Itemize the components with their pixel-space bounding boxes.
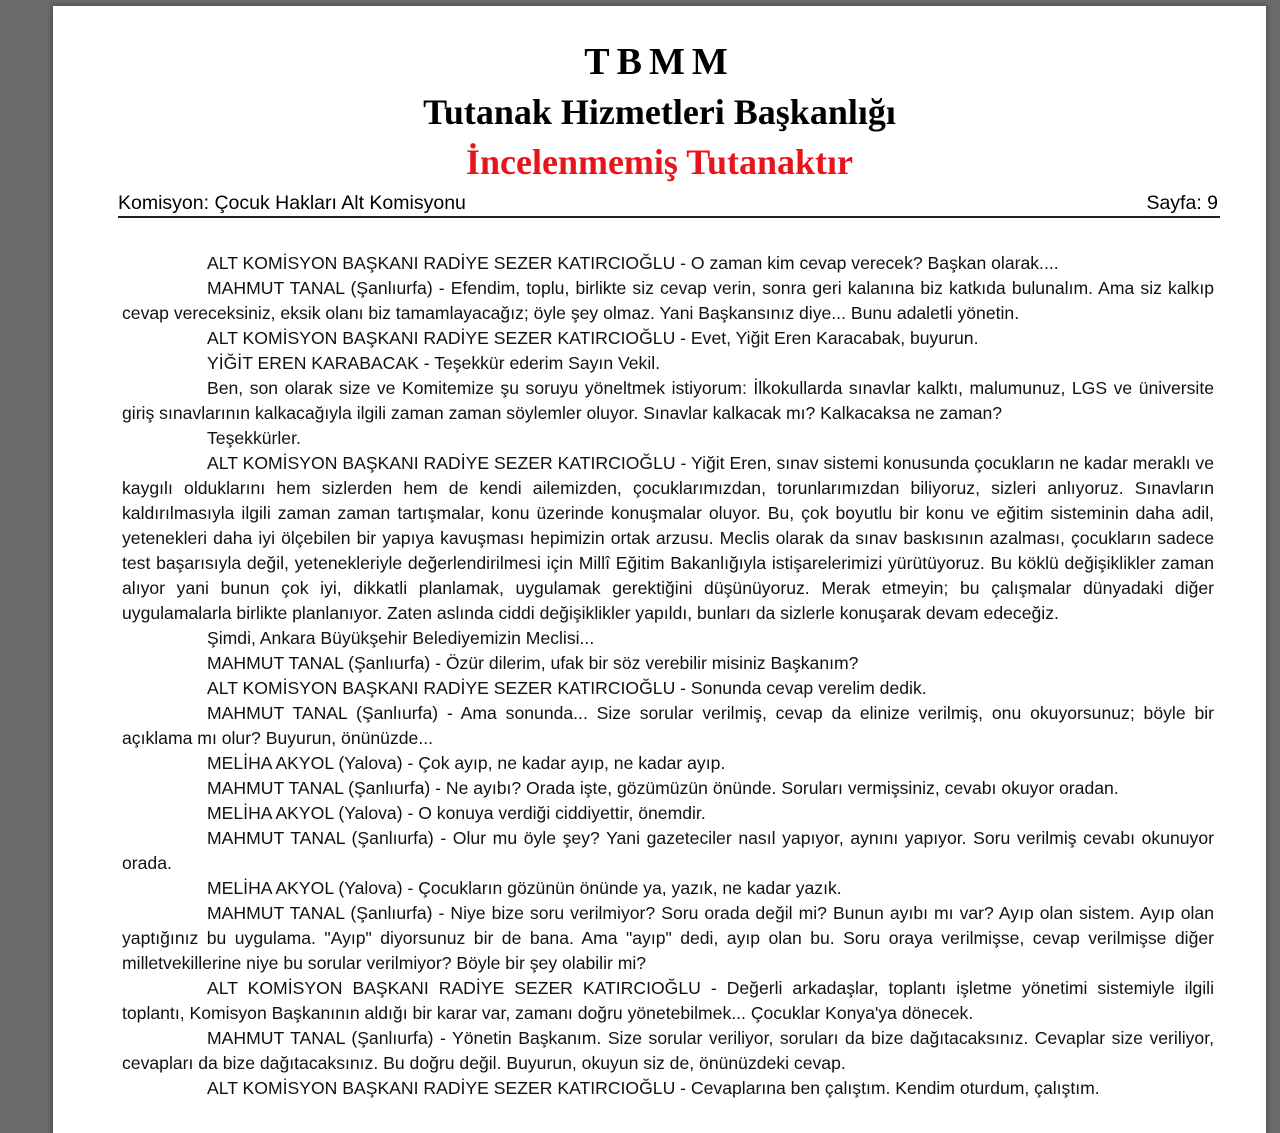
department-title: Tutanak Hizmetleri Başkanlığı [423, 92, 896, 132]
transcript-paragraph: MAHMUT TANAL (Şanlıurfa) - Niye bize soru verilmiyor? Soru orada değil mi? Bunun ayıbı mı var? Ayıp olan sistem. Ayıp olan yaptığınız bu uygulama. "Ayıp" diyorsunuz bir de bana. Ama "ayıp" dedi, ayıp olan bu. Soru oraya verilmişse, cevap verilmişse diğer milletvekillerine niye bu sorular verilmiyor? Böyle bir şey olabilir mi? [122, 903, 1214, 973]
transcript-paragraph: Ben, son olarak size ve Komitemize şu soruyu yöneltmek istiyorum: İlkokullarda sınavlar kalktı, malumunuz, LGS ve üniversite giriş sınavlarının kalkacağıyla ilgili zaman zaman söylemler oluyor. Sınavlar kalkacak mı? Kalkacaksa ne zaman? [122, 378, 1214, 423]
transcript-paragraph: MAHMUT TANAL (Şanlıurfa) - Ne ayıbı? Orada işte, gözümüzün önünde. Soruları vermişsiniz, cevabı okuyor oradan. [207, 778, 1119, 798]
transcript-body [122, 251, 1214, 1101]
transcript-paragraph: MELİHA AKYOL (Yalova) - O konuya verdiği ciddiyettir, önemdir. [207, 803, 706, 823]
transcript-paragraph: MAHMUT TANAL (Şanlıurfa) - Yönetin Başkanım. Size sorular veriliyor, soruları da bize dağıtacaksınız. Cevaplar size veriliyor, cevapları da bize dağıtacaksınız. Bu doğru değil. Buyurun, okuyun siz de, önünüzdeki cevap. [122, 1028, 1214, 1073]
transcript-paragraph: ALT KOMİSYON BAŞKANI RADİYE SEZER KATIRCIOĞLU - Değerli arkadaşlar, toplantı işletme yönetimi sistemiyle ilgili toplantı, Komisyon Başkanının aldığı bir karar var, zamanı doğru yönetebilmek... Çocuklar Konya'ya dönecek. [122, 978, 1214, 1023]
commission-name: Komisyon: Çocuk Hakları Alt Komisyonu [118, 192, 466, 214]
transcript-paragraph: MAHMUT TANAL (Şanlıurfa) - Özür dilerim, ufak bir söz verebilir misiniz Başkanım? [207, 653, 859, 673]
transcript-paragraph: ALT KOMİSYON BAŞKANI RADİYE SEZER KATIRCIOĞLU - O zaman kim cevap verecek? Başkan olarak.... [207, 253, 1059, 273]
transcript-paragraph: ALT KOMİSYON BAŞKANI RADİYE SEZER KATIRCIOĞLU - Sonunda cevap verelim dedik. [207, 678, 927, 698]
transcript-paragraph: ALT KOMİSYON BAŞKANI RADİYE SEZER KATIRCIOĞLU - Cevaplarına ben çalıştım. Kendim oturdum, çalıştım. [207, 1078, 1100, 1098]
transcript-paragraph: Teşekkürler. [207, 428, 301, 448]
transcript-paragraph: MAHMUT TANAL (Şanlıurfa) - Ama sonunda... Size sorular verilmiş, cevap da elinize verilmiş, onu okuyorsunuz; böyle bir açıklama mı olur? Buyurun, önünüzde... [122, 703, 1214, 748]
transcript-paragraph: Şimdi, Ankara Büyükşehir Belediyemizin Meclisi... [207, 628, 595, 648]
unreviewed-notice: İncelenmemiş Tutanaktır [465, 142, 854, 182]
org-title: TBMM [584, 41, 735, 83]
transcript-paragraph: ALT KOMİSYON BAŞKANI RADİYE SEZER KATIRCIOĞLU - Evet, Yiğit Eren Karacabak, buyurun. [207, 328, 979, 348]
document-page [53, 6, 1266, 1133]
transcript-paragraph: MAHMUT TANAL (Şanlıurfa) - Efendim, toplu, birlikte siz cevap verin, sonra geri kalanına biz katkıda bulunalım. Ama siz kalkıp cevap vereceksiniz, eksik olanı biz tamamlayacağız; öyle şey olmaz. Yani Başkansınız diye... Bunu adaletli yönetin. [122, 278, 1214, 323]
transcript-paragraph: ALT KOMİSYON BAŞKANI RADİYE SEZER KATIRCIOĞLU - Yiğit Eren, sınav sistemi konusunda çocukların ne kadar meraklı ve kaygılı olduklarını hem sizlerden hem de kendi ailemizden, çocuklarımızdan, torunlarımızdan biliyoruz, sizleri anlıyoruz. Sınavların kaldırılmasıyla ilgili zaman zaman tartışmalar, konu üzerinde konuşmalar oluyor. Bu, çok boyutlu bir konu ve eğitim sisteminin daha adil, yetenekleri daha iyi ölçebilen bir yapıya kavuşması hepimizin ortak arzusu. Meclis olarak da sınav baskısının azalması, çocukların sadece test başarısıyla değil, yetenekleriyle değerlendirilmesi için Millî Eğitim Bakanlığıyla istişarelerimizi yürütüyoruz. Bu köklü değişiklikler zaman alıyor yani bunun çok iyi, dikkatli planlamak, uygulamak gerektiğini düşünüyoruz. Merak etmeyin; bu çalışmalar dünyadaki diğer uygulamalarla birlikte planlanıyor. Zaten aslında ciddi değişiklikler yapıldı, bunları da sizlerle konuşarak devam edeceğiz. [122, 453, 1214, 623]
page-number: Sayfa: 9 [1146, 192, 1218, 214]
page-meta-line [118, 192, 1220, 218]
transcript-paragraph: YİĞİT EREN KARABACAK - Teşekkür ederim Sayın Vekil. [207, 353, 661, 373]
transcript-paragraph: MELİHA AKYOL (Yalova) - Çocukların gözünün önünde ya, yazık, ne kadar yazık. [207, 878, 842, 898]
transcript-paragraph: MELİHA AKYOL (Yalova) - Çok ayıp, ne kadar ayıp, ne kadar ayıp. [207, 753, 726, 773]
transcript-paragraph: MAHMUT TANAL (Şanlıurfa) - Olur mu öyle şey? Yani gazeteciler nasıl yapıyor, aynını yapıyor. Soru verilmiş cevabı okunuyor orada. [122, 828, 1214, 873]
